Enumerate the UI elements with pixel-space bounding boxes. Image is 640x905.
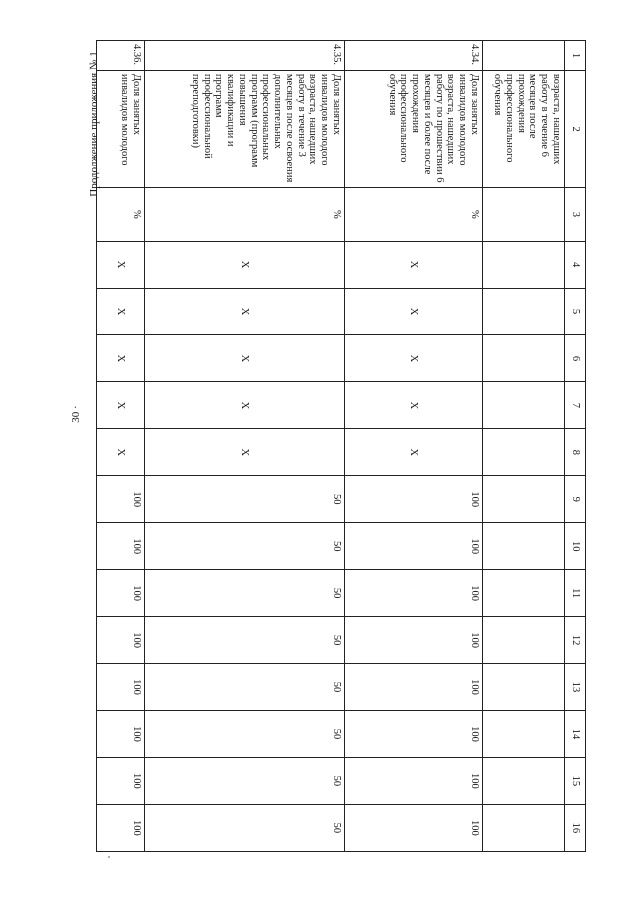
header-cell: 3 (565, 188, 586, 241)
value-cell: % (97, 188, 145, 241)
value-cell (483, 188, 565, 241)
value-cell: 100 (97, 617, 145, 664)
value-cell: 50 (145, 710, 345, 757)
table-row (145, 41, 345, 852)
header-cell: 4 (565, 241, 586, 288)
value-cell: 100 (345, 804, 483, 851)
value-cell: X (97, 429, 145, 476)
value-cell: % (345, 188, 483, 241)
value-cell: 50 (145, 664, 345, 711)
rotated-table-container (102, 40, 586, 852)
value-cell: 50 (145, 476, 345, 523)
header-cell: 11 (565, 570, 586, 617)
value-cell: 100 (97, 710, 145, 757)
value-cell: X (345, 335, 483, 382)
table-header-row (565, 41, 586, 852)
value-cell (483, 288, 565, 335)
value-cell: 100 (97, 570, 145, 617)
value-cell: X (345, 241, 483, 288)
header-cell: 7 (565, 382, 586, 429)
table-row (345, 41, 483, 852)
value-cell: X (145, 241, 345, 288)
header-cell: 14 (565, 710, 586, 757)
header-cell: 1 (565, 41, 586, 71)
value-cell: X (145, 335, 345, 382)
indicator-table (96, 40, 586, 852)
value-cell: X (345, 382, 483, 429)
header-cell: 9 (565, 476, 586, 523)
row-number-cell: 4.35. (145, 41, 345, 71)
value-cell: 100 (345, 757, 483, 804)
header-cell: 8 (565, 429, 586, 476)
table-row (483, 41, 565, 852)
appendix-note: Продолжение приложения № 1 (88, 51, 100, 197)
scan-speck (108, 856, 110, 858)
indicator-name-cell: Доля занятых инвалидов молодого возраста, нашедших работу в течение 3 месяцев после освоения дополнительных профессиональных программ (программ повышения квалификации и программ профессиональной переподготовки) (145, 70, 345, 187)
value-cell: X (97, 241, 145, 288)
header-cell: 5 (565, 288, 586, 335)
value-cell (483, 382, 565, 429)
value-cell (483, 757, 565, 804)
value-cell: X (345, 288, 483, 335)
indicator-name-cell: Доля занятых инвалидов молодого (97, 70, 145, 187)
value-cell: 50 (145, 570, 345, 617)
header-cell: 12 (565, 617, 586, 664)
table-body (97, 41, 586, 852)
value-cell: 100 (345, 570, 483, 617)
row-number-cell (483, 41, 565, 71)
table-row (97, 41, 145, 852)
value-cell: 100 (97, 476, 145, 523)
value-cell (483, 664, 565, 711)
value-cell: 100 (345, 664, 483, 711)
header-cell: 15 (565, 757, 586, 804)
indicator-name-cell: Доля занятых инвалидов молодого возраста, нашедших работу по прошествии 6 месяцев и более после прохождения профессионального обучения (345, 70, 483, 187)
value-cell: 50 (145, 757, 345, 804)
value-cell (483, 710, 565, 757)
header-cell: 10 (565, 523, 586, 570)
value-cell (483, 804, 565, 851)
value-cell: X (145, 429, 345, 476)
indicator-name-cell: возраста, нашедших работу в течение 6 месяцев после прохождения профессионального обучения (483, 70, 565, 187)
header-cell: 16 (565, 804, 586, 851)
value-cell: 100 (345, 523, 483, 570)
value-cell: % (145, 188, 345, 241)
value-cell (483, 523, 565, 570)
value-cell (483, 570, 565, 617)
value-cell: X (97, 335, 145, 382)
value-cell: 100 (97, 523, 145, 570)
value-cell: X (97, 288, 145, 335)
value-cell: X (145, 288, 345, 335)
row-number-cell: 4.34. (345, 41, 483, 71)
value-cell: 100 (97, 664, 145, 711)
value-cell (483, 476, 565, 523)
value-cell: X (345, 429, 483, 476)
value-cell: 100 (345, 710, 483, 757)
value-cell: 100 (345, 617, 483, 664)
header-cell: 2 (565, 70, 586, 187)
value-cell: 50 (145, 617, 345, 664)
value-cell: X (145, 382, 345, 429)
value-cell: X (97, 382, 145, 429)
value-cell: 100 (97, 804, 145, 851)
value-cell (483, 335, 565, 382)
value-cell (483, 617, 565, 664)
value-cell: 50 (145, 804, 345, 851)
value-cell: 100 (345, 476, 483, 523)
header-cell: 13 (565, 664, 586, 711)
row-number-cell: 4.36. (97, 41, 145, 71)
page-number: 30 · (70, 405, 82, 423)
header-cell: 6 (565, 335, 586, 382)
value-cell (483, 241, 565, 288)
value-cell: 100 (97, 757, 145, 804)
value-cell (483, 429, 565, 476)
value-cell: 50 (145, 523, 345, 570)
